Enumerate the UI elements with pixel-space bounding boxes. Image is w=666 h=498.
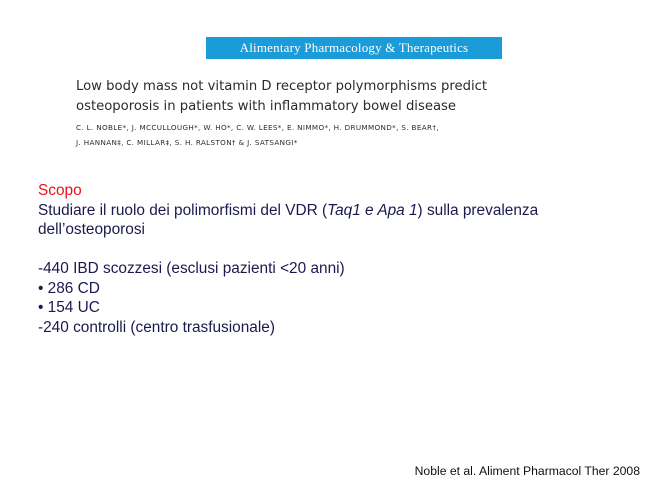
article-title [76, 77, 516, 117]
journal-name: Alimentary Pharmacology & Therapeutics [239, 40, 469, 55]
article-title-line: osteoporosis in patients with inflammatory bowel disease [76, 99, 457, 114]
aim-italic-text: Taq1 e Apa 1 [327, 201, 418, 219]
spacer [38, 240, 638, 260]
list-item: • 286 CD [38, 279, 100, 297]
aim-text: ) sulla prevalenza [417, 201, 539, 219]
section-heading: Scopo [38, 182, 82, 199]
aim-line [38, 201, 638, 221]
aim-line-2: dell’osteoporosi [38, 221, 145, 238]
aim-text: Studiare il ruolo dei polimorfismi del VDR ( [38, 201, 328, 219]
slide-body [38, 181, 638, 337]
list-item: -240 controlli (centro trasfusionale) [38, 318, 275, 336]
authors-line: C. L. NOBLE*, J. MCCULLOUGH*, W. HO*, C. W. LEES*, E. NIMMO*, H. DRUMMOND*, S. BEAR†, [76, 123, 439, 132]
article-authors [76, 120, 506, 150]
list-item: • 154 UC [38, 299, 100, 316]
authors-line: J. HANNAN‡, C. MILLAR‡, S. H. RALSTON† & J. SATSANGI* [76, 138, 298, 147]
journal-banner [206, 37, 502, 59]
article-title-line: Low body mass not vitamin D receptor polymorphisms predict [76, 79, 488, 94]
citation: Noble et al. Aliment Pharmacol Ther 2008 [414, 464, 640, 478]
list-item: -440 IBD scozzesi (esclusi pazienti <20 anni) [38, 260, 345, 277]
